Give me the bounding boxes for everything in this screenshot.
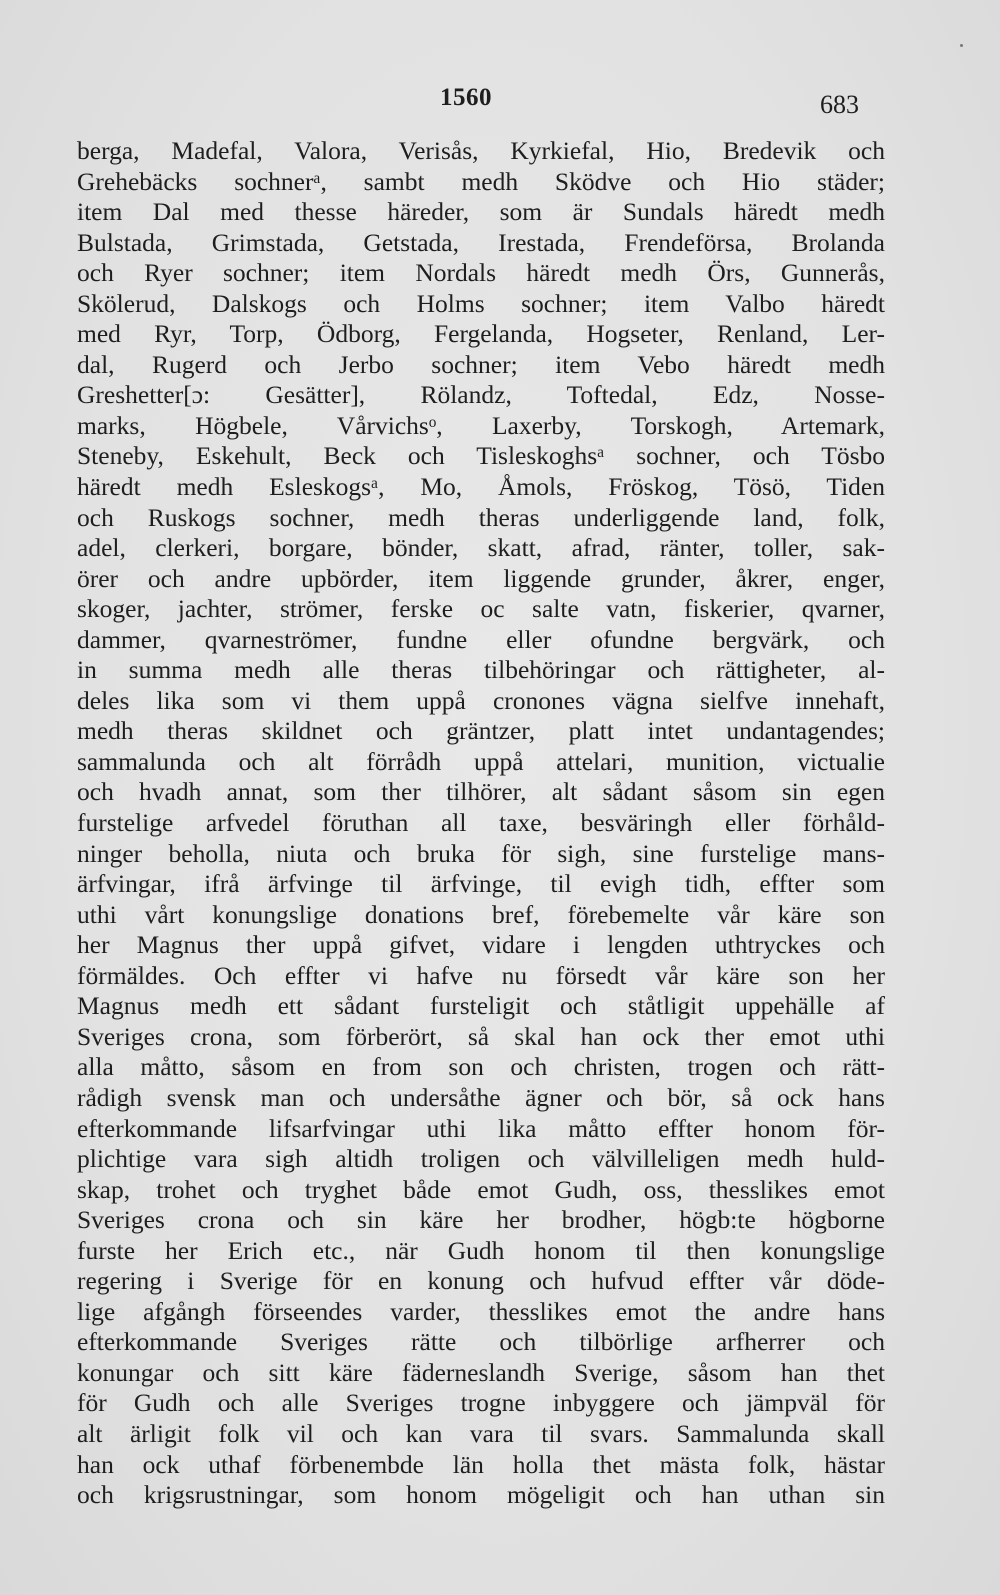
text-line: Greshetter[ɔ: Gesätter], Rölandz, Toftedal, Edz, Nosse- bbox=[77, 380, 885, 410]
text-line: efterkommande lifsarfvingar uthi lika måtto effter honom för- bbox=[77, 1113, 885, 1143]
text-line: Skölerud, Dalskogs och Holms sochner; item Valbo häredt bbox=[77, 288, 885, 318]
text-line: Magnus medh ett sådant fursteligit och ståtligit uppehälle af bbox=[77, 991, 885, 1021]
text-line: Steneby, Eskehult, Beck och Tisleskoghsᵃ sochner, och Tösbo bbox=[77, 441, 885, 471]
text-line: berga, Madefal, Valora, Verisås, Kyrkiefal, Hio, Bredevik och bbox=[77, 136, 885, 165]
text-line: rådigh svensk man och undersåthe ägner och bör, så ock hans bbox=[77, 1082, 885, 1112]
text-line: häredt medh Esleskogsᵃ, Mo, Åmols, Fröskog, Tösö, Tiden bbox=[77, 472, 885, 502]
page-number: 683 bbox=[820, 90, 859, 119]
text-line: her Magnus ther uppå gifvet, vidare i lengden uthtryckes och bbox=[77, 930, 885, 960]
text-line: furste her Erich etc., när Gudh honom til then konungslige bbox=[77, 1235, 885, 1265]
text-line: och krigsrustningar, som honom mögeligit och han uthan sin bbox=[77, 1480, 885, 1510]
text-line: marks, Högbele, Vårvichsᵒ, Laxerby, Torskogh, Artemark, bbox=[77, 410, 885, 440]
text-line: förmäldes. Och effter vi hafve nu försedt vår käre son her bbox=[77, 960, 885, 990]
text-line: medh theras skildnet och gräntzer, platt intet undantagendes; bbox=[77, 716, 885, 746]
text-line: uthi vårt konungslige donations bref, förebemelte vår käre son bbox=[77, 899, 885, 929]
running-head bbox=[0, 84, 1000, 124]
text-line: ärfvingar, ifrå ärfvinge til ärfvinge, til evigh tidh, effter som bbox=[77, 869, 885, 899]
text-line: örer och andre upbörder, item liggende grunder, åkrer, enger, bbox=[77, 563, 885, 593]
text-line: Sveriges crona och sin käre her brodher, högb:te högborne bbox=[77, 1205, 885, 1235]
text-line: med Ryr, Torp, Ödborg, Fergelanda, Hogseter, Renland, Ler- bbox=[77, 319, 885, 349]
text-line: och Ruskogs sochner, medh theras underliggende land, folk, bbox=[77, 502, 885, 532]
text-line: skoger, jachter, strömer, ferske oc salte vatn, fiskerier, qvarner, bbox=[77, 594, 885, 624]
text-line: för Gudh och alle Sveriges trogne inbyggere och jämpväl för bbox=[77, 1388, 885, 1418]
text-line: adel, clerkeri, borgare, bönder, skatt, afrad, ränter, toller, sak- bbox=[77, 533, 885, 563]
text-line: regering i Sverige för en konung och hufvud effter vår döde- bbox=[77, 1266, 885, 1296]
text-line: lige afgångh förseendes varder, thesslikes emot the andre hans bbox=[77, 1296, 885, 1326]
text-line: alla måtto, såsom en from son och christen, trogen och rätt- bbox=[77, 1052, 885, 1082]
text-line: och Ryer sochner; item Nordals häredt medh Örs, Gunnerås, bbox=[77, 258, 885, 288]
text-line: furstelige arfvedel föruthan all taxe, besväringh eller förhåld- bbox=[77, 808, 885, 838]
text-line: in summa medh alle theras tilbehöringar och rättigheter, al- bbox=[77, 655, 885, 685]
text-line: efterkommande Sveriges rätte och tilbörlige arfherrer och bbox=[77, 1327, 885, 1357]
text-line: dal, Rugerd och Jerbo sochner; item Vebo häredt medh bbox=[77, 349, 885, 379]
text-line: sammalunda och alt förrådh uppå attelari, munition, victualie bbox=[77, 746, 885, 776]
text-line: Bulstada, Grimstada, Getstada, Irestada, Frendeförsa, Brolanda bbox=[77, 227, 885, 257]
text-line: deles lika som vi them uppå cronones vägna sielfve innehaft, bbox=[77, 685, 885, 715]
text-line: konungar och sitt käre fäderneslandh Sverige, såsom han thet bbox=[77, 1357, 885, 1387]
text-line: dammer, qvarneströmer, fundne eller ofundne bergvärk, och bbox=[77, 624, 885, 654]
text-line: ninger beholla, niuta och bruka för sigh, sine furstelige mans- bbox=[77, 838, 885, 868]
text-line: alt ärligit folk vil och kan vara til svars. Sammalunda skall bbox=[77, 1418, 885, 1448]
text-line: item Dal med thesse häreder, som är Sundals häredt medh bbox=[77, 197, 885, 227]
text-line: och hvadh annat, som ther tilhörer, alt sådant såsom sin egen bbox=[77, 777, 885, 807]
text-line: han ock uthaf förbenembde län holla thet mästa folk, hästar bbox=[77, 1449, 885, 1479]
text-line: plichtige vara sigh altidh troligen och välvilleligen medh huld- bbox=[77, 1144, 885, 1174]
paper-speck bbox=[960, 44, 963, 47]
text-line: Sveriges crona, som förberört, så skal han ock ther emot uthi bbox=[77, 1021, 885, 1051]
body-text bbox=[77, 136, 885, 1511]
text-line: Grehebäcks sochnerᵃ, sambt medh Sködve och Hio städer; bbox=[77, 166, 885, 196]
year-heading: 1560 bbox=[440, 84, 492, 111]
text-line: skap, trohet och tryghet både emot Gudh, oss, thesslikes emot bbox=[77, 1174, 885, 1204]
